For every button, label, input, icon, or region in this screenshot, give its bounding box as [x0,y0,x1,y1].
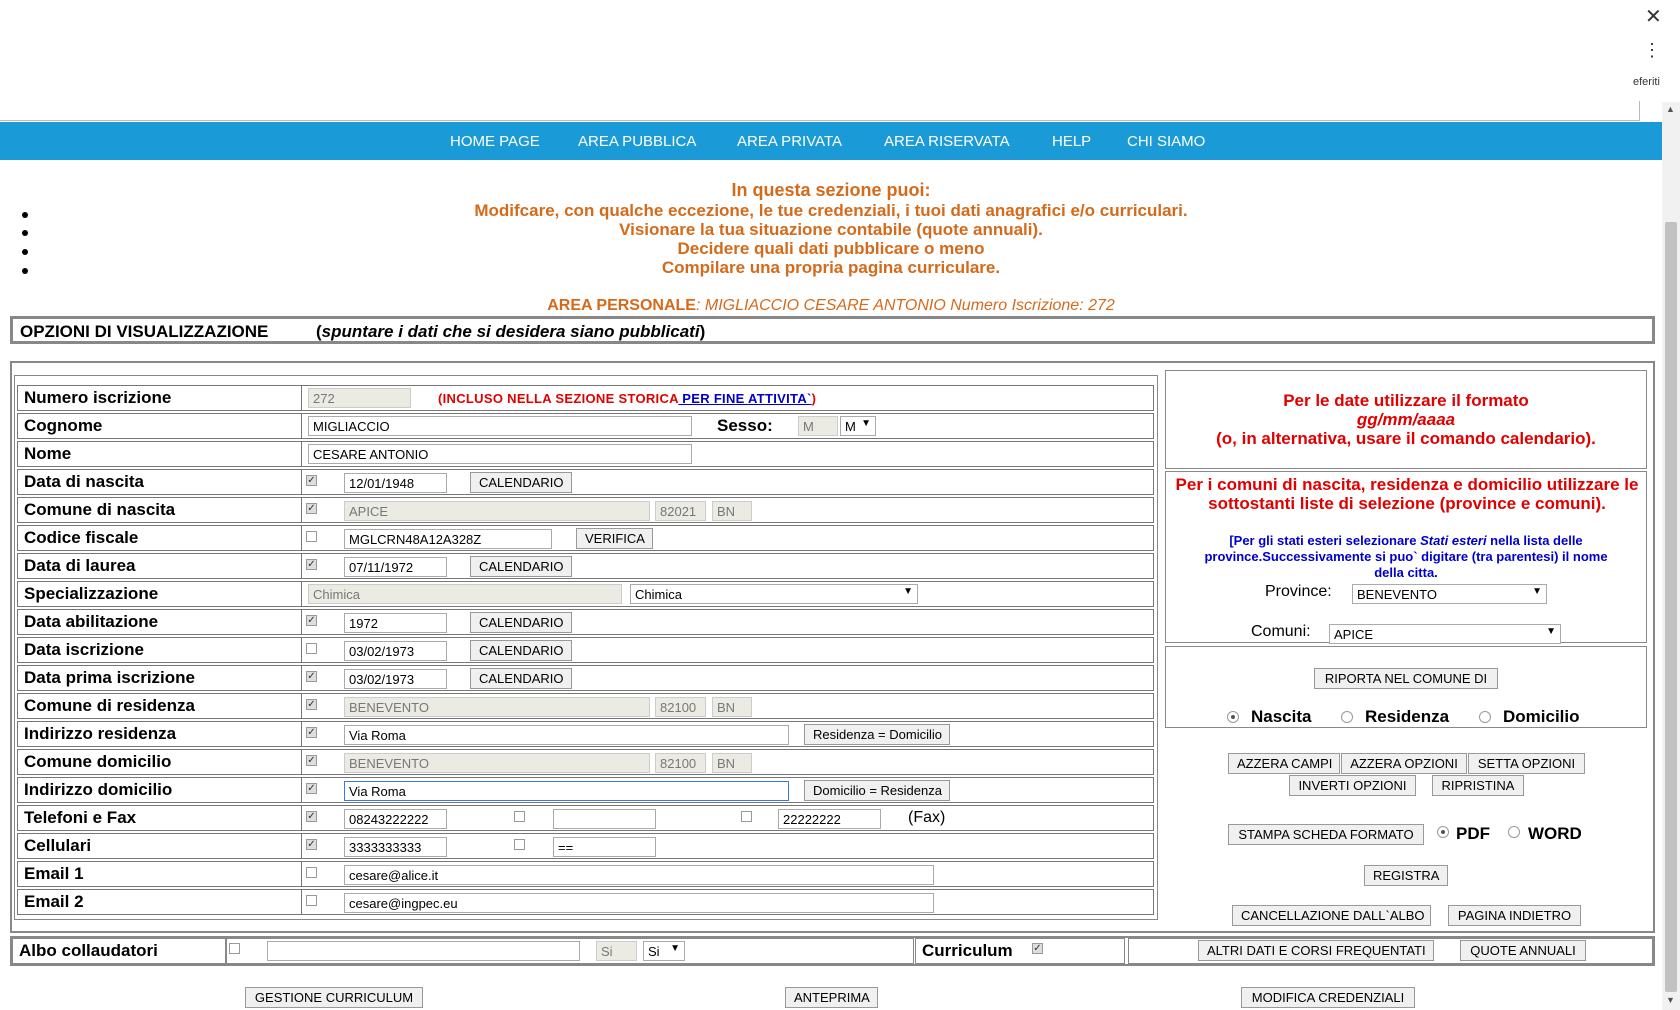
anteprima-button[interactable]: ANTEPRIMA [785,987,878,1008]
page-top-edge [0,101,1640,121]
comune-domicilio-input: BENEVENTO [344,753,650,773]
row-cellulari [17,833,1154,859]
row-data-laurea [17,553,1154,579]
label-curriculum: Curriculum [922,941,1013,960]
storico-note: (INCLUSO NELLA SEZIONE STORICA [438,391,679,406]
publish-checkbox[interactable] [306,531,317,542]
intro-line: Decidere quali dati pubblicare o meno [677,239,985,258]
bullet [22,230,28,236]
label-albo-collaudatori: Albo collaudatori [19,941,158,960]
close-icon[interactable]: ✕ [1645,6,1662,28]
radio-word[interactable] [1508,826,1520,838]
esteri-note: [Per gli stati esteri selezionare [1229,533,1421,548]
indirizzo-domicilio-input[interactable]: Via Roma [344,781,789,801]
row-email1 [17,861,1154,887]
area-personale [0,297,1662,315]
nav-help[interactable]: HELP [1052,133,1092,150]
row-nome [17,441,1154,467]
albo-checkbox[interactable] [229,943,240,954]
comune-residenza-input: BENEVENTO [344,697,650,717]
specializzazione-select[interactable]: Chimica ▼ [630,584,918,604]
intro-title: In questa sezione puoi: [731,180,931,200]
label-cognome: Cognome [24,416,103,435]
registra-button[interactable]: REGISTRA [1364,865,1448,886]
publish-checkbox[interactable]: ✓ [307,783,316,794]
label-comune-residenza: Comune di residenza [24,696,195,715]
cellulare2-input[interactable]: == [553,837,656,857]
publish-checkbox[interactable]: ✓ [307,699,316,710]
comune-nascita-input: APICE [344,501,650,521]
row-telefoni [17,805,1154,831]
label-numero-iscrizione: Numero iscrizione [24,388,172,407]
publish-checkbox[interactable] [514,839,525,850]
riporta-panel [1165,646,1647,728]
label-data-abilitazione: Data abilitazione [24,612,159,631]
cap-nascita-input: 82021 [655,501,706,521]
nav-home-page[interactable]: HOME PAGE [450,133,540,150]
esteri-note-b: nella lista delle province.Successivamente si puo` digitare (tra parentesi) il nome della citta. [1204,533,1608,580]
publish-checkbox[interactable]: ✓ [307,839,316,850]
menu-kebab-icon[interactable]: ⋮ [1643,40,1661,60]
publish-checkbox[interactable]: ✓ [307,811,316,822]
verifica-button[interactable]: VERIFICA [576,528,653,549]
row-indirizzo-residenza [17,721,1154,747]
numero-iscrizione-input: 272 [308,388,411,408]
quote-annuali-button[interactable]: QUOTE ANNUALI [1460,940,1586,961]
data-nascita-input[interactable]: 12/01/1948 [344,473,447,493]
row-email2 [17,889,1154,915]
area-key: AREA PERSONALE [547,297,696,314]
label-data-laurea: Data di laurea [24,556,136,575]
data-prima-iscrizione-input[interactable]: 03/02/1973 [344,669,447,689]
preferiti-label[interactable]: eferiti [1633,76,1660,88]
residenza-domicilio-button[interactable]: Residenza = Domicilio [804,724,950,745]
data-abilitazione-input[interactable]: 1972 [344,613,447,633]
nav-chi-siamo[interactable]: CHI SIAMO [1127,133,1206,150]
stampa-scheda-button[interactable]: STAMPA SCHEDA FORMATO [1228,824,1424,845]
albo-input[interactable] [267,941,580,961]
label-comune-nascita: Comune di nascita [24,500,176,519]
publish-checkbox[interactable]: ✓ [307,727,316,738]
label-data-nascita: Data di nascita [24,472,144,491]
row-codice-fiscale [17,525,1154,551]
intro-line: Modifcare, con qualche eccezione, le tue credenziali, i tuoi dati anagrafici e/o curriculari. [474,201,1188,220]
storico-note-close: ) [811,391,817,406]
label-word: WORD [1528,824,1582,843]
publish-checkbox[interactable]: ✓ [307,503,316,514]
comuni-select[interactable]: APICE ▼ [1329,624,1561,644]
province-select[interactable]: BENEVENTO ▼ [1352,584,1547,604]
radio-pdf[interactable] [1437,826,1449,838]
publish-checkbox[interactable] [306,643,317,654]
calendario-button[interactable]: CALENDARIO [470,472,572,493]
label-pdf: PDF [1456,824,1490,843]
label-specializzazione: Specializzazione [24,584,159,603]
sesso-input: M [798,416,838,436]
row-comune-nascita [17,497,1154,523]
telefono2-input[interactable] [553,809,656,829]
inverti-opzioni-button[interactable]: INVERTI OPZIONI [1289,775,1416,796]
row-data-iscrizione [17,637,1154,663]
date-format: gg/mm/aaaa [1356,410,1456,429]
riporta-button[interactable]: RIPORTA NEL COMUNE DI [1314,668,1498,689]
label-codice-fiscale: Codice fiscale [24,528,139,547]
row-indirizzo-domicilio [17,777,1154,803]
data-iscrizione-input[interactable]: 03/02/1973 [344,641,447,661]
label-email1: Email 1 [24,864,84,883]
bullet [22,249,28,255]
domicilio-residenza-button[interactable]: Domicilio = Residenza [804,780,950,801]
gestione-curriculum-button[interactable]: GESTIONE CURRICULUM [245,987,423,1008]
publish-checkbox[interactable]: ✓ [307,615,316,626]
cognome-input[interactable]: MIGLIACCIO [308,416,692,436]
email2-input[interactable]: cesare@ingpec.eu [344,893,934,913]
date-note-panel [1165,370,1647,469]
options-subtitle: spuntare i dati che si desidera siano pubblicati [321,322,700,341]
publish-checkbox[interactable] [514,811,525,822]
pagina-indietro-button[interactable]: PAGINA INDIETRO [1448,905,1581,926]
calendario-button[interactable]: CALENDARIO [470,668,572,689]
intro-line: Visionare la tua situazione contabile (quote annuali). [619,220,1043,239]
publish-checkbox[interactable]: ✓ [307,475,316,486]
nav-area-privata[interactable]: AREA PRIVATA [737,133,843,150]
codice-fiscale-input[interactable]: MGLCRN48A12A328Z [344,529,552,549]
radio-domicilio[interactable] [1479,711,1491,723]
row-comune-residenza [17,693,1154,719]
scroll-down-icon[interactable]: ▼ [1666,995,1675,1005]
label-cellulari: Cellulari [24,836,92,855]
email1-input[interactable]: cesare@alice.it [344,865,934,885]
publish-checkbox[interactable] [741,811,752,822]
publish-checkbox[interactable]: ✓ [307,559,316,570]
publish-checkbox[interactable] [306,895,317,906]
azzera-campi-button[interactable]: AZZERA CAMPI [1228,753,1340,774]
label-comune-domicilio: Comune domicilio [24,752,172,771]
telefono1-input[interactable]: 08243222222 [344,809,447,829]
prov-nascita-input: BN [712,501,752,521]
row-cognome [17,413,1154,439]
cap-residenza-input: 82100 [655,697,706,717]
intro-line: Compilare una propria pagina curriculare. [661,258,1001,277]
azzera-opzioni-button[interactable]: AZZERA OPZIONI [1341,753,1467,774]
label-indirizzo-residenza: Indirizzo residenza [24,724,177,743]
label-telefoni: Telefoni e Fax [24,808,137,827]
comuni-note: Per i comuni di nascita, residenza e domicilio utilizzare le sottostanti liste di selezione (province e comuni). [1175,475,1639,513]
row-data-nascita [17,469,1154,495]
bullet [22,212,28,218]
label-domicilio: Domicilio [1503,707,1580,726]
fax-input[interactable]: 22222222 [778,809,881,829]
row-numero-iscrizione [17,385,1154,411]
nav-area-pubblica[interactable]: AREA PUBBLICA [578,133,697,150]
prov-residenza-input: BN [712,697,752,717]
date-note-line: (o, in alternativa, usare il comando calendario). [1216,429,1596,448]
province-label: Province: [1265,583,1332,600]
intro-section [0,180,1662,277]
nome-input[interactable]: CESARE ANTONIO [308,444,692,464]
row-data-abilitazione [17,609,1154,635]
label-indirizzo-domicilio: Indirizzo domicilio [24,780,173,799]
label-nome: Nome [24,444,72,463]
cancellazione-albo-button[interactable]: CANCELLAZIONE DALL`ALBO [1232,905,1431,926]
curriculum-checkbox[interactable]: ✓ [1033,943,1042,954]
label-residenza: Residenza [1365,707,1450,726]
fax-label: (Fax) [908,809,946,826]
setta-opzioni-button[interactable]: SETTA OPZIONI [1468,753,1585,774]
calendario-button[interactable]: CALENDARIO [470,612,572,633]
area-value: : MIGLIACCIO CESARE ANTONIO Numero Iscrizione: 272 [695,297,1115,314]
altri-dati-button[interactable]: ALTRI DATI E CORSI FREQUENTATI [1198,940,1434,961]
scroll-up-icon[interactable]: ▲ [1666,104,1675,114]
options-title: OPZIONI DI VISUALIZZAZIONE [20,322,269,341]
sesso-label: Sesso: [717,416,773,435]
radio-nascita[interactable] [1227,711,1239,723]
bullet [22,268,28,274]
esteri-note-em: Stati esteri [1420,533,1487,548]
cap-domicilio-input: 82100 [655,753,706,773]
calendario-button[interactable]: CALENDARIO [470,640,572,661]
nav-area-riservata[interactable]: AREA RISERVATA [884,133,1010,150]
row-data-prima-iscrizione [17,665,1154,691]
indirizzo-residenza-input[interactable]: Via Roma [344,725,789,745]
calendario-button[interactable]: CALENDARIO [470,556,572,577]
radio-residenza[interactable] [1341,711,1353,723]
publish-checkbox[interactable]: ✓ [307,755,316,766]
publish-checkbox[interactable]: ✓ [307,671,316,682]
sesso-select[interactable]: M ▼ [840,416,876,436]
fine-attivita-link[interactable]: PER FINE ATTIVITA` [678,391,812,406]
label-data-iscrizione: Data iscrizione [24,640,144,659]
modifica-credenziali-button[interactable]: MODIFICA CREDENZIALI [1241,987,1415,1008]
date-note-line: Per le date utilizzare il formato [1283,391,1529,410]
comuni-panel [1165,471,1647,643]
comuni-label: Comuni: [1251,623,1311,640]
main-nav [0,122,1662,160]
row-comune-domicilio [17,749,1154,775]
label-email2: Email 2 [24,892,84,911]
row-specializzazione [17,581,1154,607]
options-header: OPZIONI DI VISUALIZZAZIONE (spuntare i dati che si desidera siano pubblicati) [10,316,1655,344]
specializzazione-input: Chimica [308,584,622,604]
data-laurea-input[interactable]: 07/11/1972 [344,557,447,577]
label-nascita: Nascita [1251,707,1312,726]
cellulare1-input[interactable]: 3333333333 [344,837,447,857]
scrollbar-thumb[interactable] [1665,222,1677,992]
albo-si-select[interactable]: Si ▼ [643,941,685,961]
ripristina-button[interactable]: RIPRISTINA [1432,775,1524,796]
prov-domicilio-input: BN [712,753,752,773]
albo-si-input: Si [596,941,637,961]
publish-checkbox[interactable] [306,867,317,878]
label-data-prima-iscrizione: Data prima iscrizione [24,668,196,687]
